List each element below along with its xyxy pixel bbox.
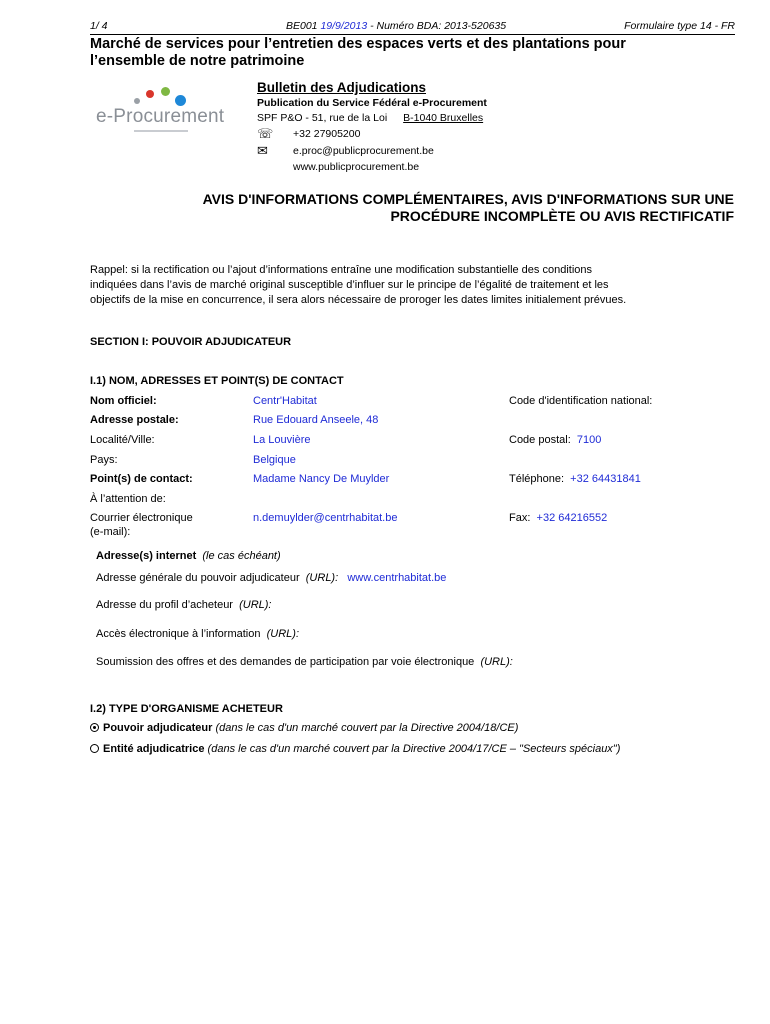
value-telephone: +32 64431841 [570,473,641,485]
radio-unselected-icon[interactable] [90,744,99,753]
bulletin-city: B-1040 Bruxelles [403,112,484,124]
logo-dot-green [161,87,170,96]
internet-acces: Accès électronique à l’information (URL): [96,628,299,640]
publication-service: Publication du Service Fédéral e-Procurement [257,97,487,109]
logo-dot-grey [134,98,140,104]
notice-reference: BE001 19/9/2013 - Numéro BDA: 2013-520635 [286,20,507,32]
publication-date: 19/9/2013 [320,20,368,32]
phone-icon: ☏ [257,126,274,141]
radio-selected-icon[interactable] [90,723,99,732]
value-pays: Belgique [253,454,296,466]
notice-heading: AVIS D'INFORMATIONS COMPLÉMENTAIRES, AVIS D'INFORMATIONS SUR UNE PROCÉDURE INCOMPLÈTE OU AVIS RECTIFICATIF [202,191,734,224]
internet-soumission: Soumission des offres et des demandes de participation par voie électronique (URL): [96,656,513,668]
subsection-contact-heading: I.1) NOM, ADRESSES ET POINT(S) DE CONTACT [90,375,344,387]
fax: Fax: +32 64216552 [509,512,608,524]
label-nom-officiel: Nom officiel: [90,395,157,407]
label-attention: À l’attention de: [90,493,166,505]
value-point-contact: Madame Nancy De Muylder [253,473,390,485]
page-number: 1/ 4 [90,20,108,32]
telephone: Téléphone: +32 64431841 [509,473,641,485]
subsection-type-heading: I.2) TYPE D'ORGANISME ACHETEUR [90,703,283,715]
label-adresse-postale: Adresse postale: [90,414,179,426]
internet-heading: Adresse(s) internet (le cas échéant) [96,550,281,562]
internet-general: Adresse générale du pouvoir adjudicateur (URL): www.centrhabitat.be [96,572,447,584]
label-localite: Localité/Ville: [90,434,155,446]
label-pays: Pays: [90,454,118,466]
value-adresse-postale: Rue Edouard Anseele, 48 [253,414,379,426]
value-email[interactable]: n.demuylder@centrhabitat.be [253,512,398,524]
logo-text: e-Procurement [96,106,225,127]
label-courrier: Courrier électronique (e-mail): [90,512,193,538]
logo-underline [134,130,188,132]
header-divider [90,34,735,35]
bulletin-title: Bulletin des Adjudications [257,80,427,95]
label-code-identification: Code d'identification national: [509,395,653,407]
general-url-link[interactable]: www.centrhabitat.be [347,572,447,584]
bulletin-phone: +32 27905200 [293,128,361,140]
value-nom-officiel: Centr'Habitat [253,395,317,407]
option-entite-adjudicatrice[interactable]: Entité adjudicatrice (dans le cas d'un marché couvert par la Directive 2004/17/CE – "Secteurs spéciaux") [90,743,620,755]
code-postal: Code postal: 7100 [509,434,602,446]
option-pouvoir-adjudicateur[interactable]: Pouvoir adjudicateur (dans le cas d'un marché couvert par la Directive 2004/18/CE) [90,722,518,734]
document-title: Marché de services pour l’entretien des espaces verts et des plantations pour l’ensemble de notre patrimoine [90,36,626,69]
label-point-contact: Point(s) de contact: [90,473,193,485]
page-header [90,20,735,34]
bulletin-website[interactable]: www.publicprocurement.be [293,161,420,173]
envelope-icon: ✉ [257,143,268,158]
internet-profil: Adresse du profil d’acheteur (URL): [96,599,272,611]
e-procurement-logo [96,86,226,138]
bulletin-address: SPF P&O - 51, rue de la Loi B-1040 Bruxelles [257,112,484,124]
section-heading: SECTION I: POUVOIR ADJUDICATEUR [90,336,292,348]
value-localite: La Louvière [253,434,311,446]
logo-dot-red [146,90,154,98]
value-fax: +32 64216552 [536,512,608,524]
logo-dot-blue [175,95,186,106]
bulletin-email[interactable]: e.proc@publicprocurement.be [293,145,434,157]
form-type: Formulaire type 14 - FR [624,20,735,32]
rappel-paragraph: Rappel: si la rectification ou l’ajout d’informations entraîne une modification substantielle des conditions indiquées dans l’avis de marché original susceptible d’influer sur le principe de l’égalité de traitement et les objectifs de la mise en concurrence, il sera alors nécessaire de proroger les dates limites initialement prévues. [90,264,627,306]
value-code-postal: 7100 [576,434,602,446]
